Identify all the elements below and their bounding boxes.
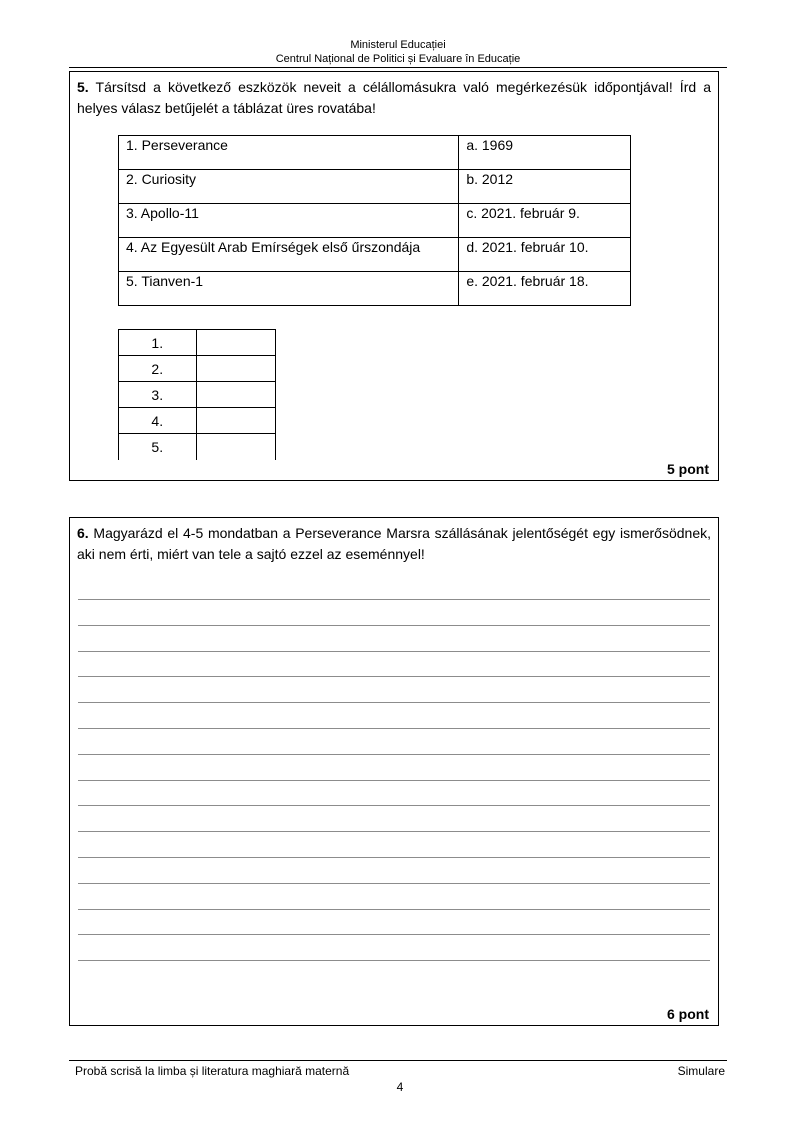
question-6-points: 6 pont bbox=[667, 1006, 709, 1022]
answer-row bbox=[119, 408, 276, 434]
writing-line bbox=[78, 805, 710, 806]
header-divider bbox=[69, 67, 727, 68]
writing-line bbox=[78, 909, 710, 910]
footer-label: Simulare bbox=[677, 1064, 725, 1078]
question-5-text bbox=[77, 77, 711, 119]
table-row bbox=[119, 238, 631, 272]
header-center: Centrul Național de Politici și Evaluare în Educație bbox=[275, 53, 521, 65]
answer-table bbox=[118, 329, 276, 460]
date-cell: a. 1969 bbox=[459, 136, 631, 170]
writing-line bbox=[78, 857, 710, 858]
writing-line bbox=[78, 831, 710, 832]
question-6-text bbox=[77, 523, 711, 565]
question-6-number: 6. bbox=[77, 525, 89, 541]
question-5-box bbox=[69, 71, 719, 481]
answer-cell[interactable] bbox=[196, 382, 275, 408]
question-5-number: 5. bbox=[77, 79, 89, 95]
table-row bbox=[119, 170, 631, 204]
writing-line bbox=[78, 728, 710, 729]
footer-exam-title: Probă scrisă la limba și literatura maghiară maternă bbox=[75, 1064, 350, 1078]
answer-number: 5. bbox=[119, 434, 197, 460]
writing-line bbox=[78, 883, 710, 884]
page-header bbox=[69, 38, 727, 66]
table-row bbox=[119, 136, 631, 170]
date-cell: b. 2012 bbox=[459, 170, 631, 204]
page-number: 4 bbox=[396, 1080, 404, 1094]
device-cell: 5. Tianven-1 bbox=[119, 272, 459, 306]
matching-table bbox=[118, 135, 631, 306]
writing-line bbox=[78, 702, 710, 703]
footer-divider bbox=[69, 1060, 727, 1061]
answer-number: 3. bbox=[119, 382, 197, 408]
date-cell: c. 2021. február 9. bbox=[459, 204, 631, 238]
writing-line bbox=[78, 780, 710, 781]
date-cell: e. 2021. február 18. bbox=[459, 272, 631, 306]
question-5-prompt: Társítsd a következő eszközök neveit a célállomásukra való megérkezésük időpontjával! Írd a helyes válasz betűjelét a táblázat üres rovatába! bbox=[77, 79, 711, 116]
answer-row bbox=[119, 434, 276, 460]
question-5-points: 5 pont bbox=[667, 461, 709, 477]
answer-number: 2. bbox=[119, 356, 197, 382]
device-cell: 3. Apollo-11 bbox=[119, 204, 459, 238]
table-row bbox=[119, 272, 631, 306]
answer-number: 1. bbox=[119, 330, 197, 356]
writing-line bbox=[78, 960, 710, 961]
writing-line bbox=[78, 651, 710, 652]
question-6-box bbox=[69, 517, 719, 1026]
writing-line bbox=[78, 625, 710, 626]
answer-cell[interactable] bbox=[196, 330, 275, 356]
writing-line bbox=[78, 676, 710, 677]
table-row bbox=[119, 204, 631, 238]
writing-line bbox=[78, 599, 710, 600]
question-6-prompt: Magyarázd el 4-5 mondatban a Perseverance Marsra szállásának jelentőségét egy ismerősödnek, aki nem érti, miért van tele a sajtó ezzel az eseménnyel! bbox=[77, 525, 712, 562]
device-cell: 2. Curiosity bbox=[119, 170, 459, 204]
answer-row bbox=[119, 382, 276, 408]
answer-cell[interactable] bbox=[196, 408, 275, 434]
answer-cell[interactable] bbox=[196, 356, 275, 382]
date-cell: d. 2021. február 10. bbox=[459, 238, 631, 272]
device-cell: 1. Perseverance bbox=[119, 136, 459, 170]
device-cell: 4. Az Egyesült Arab Emírségek első űrszondája bbox=[119, 238, 459, 272]
answer-row bbox=[119, 330, 276, 356]
writing-line bbox=[78, 754, 710, 755]
writing-line bbox=[78, 934, 710, 935]
answer-number: 4. bbox=[119, 408, 197, 434]
answer-cell[interactable] bbox=[196, 434, 275, 460]
answer-row bbox=[119, 356, 276, 382]
header-ministry: Ministerul Educației bbox=[350, 39, 446, 51]
